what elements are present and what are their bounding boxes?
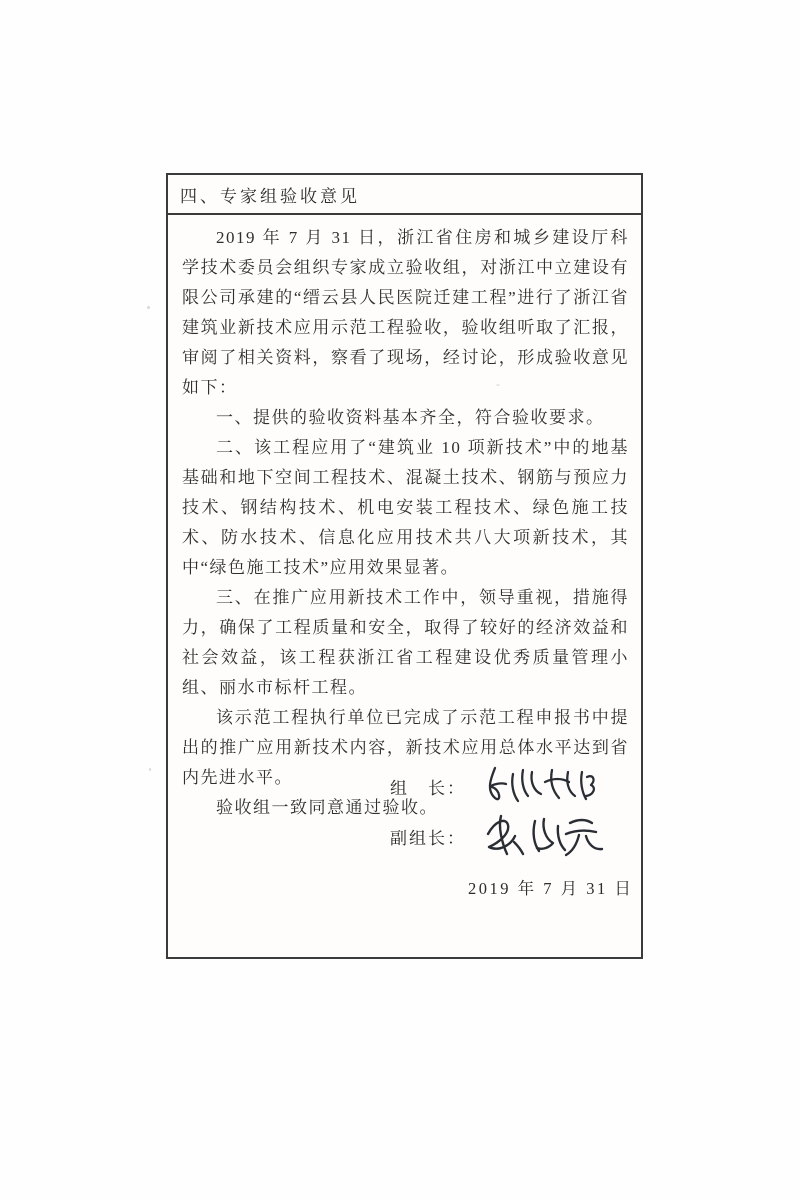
signature-row-leader xyxy=(390,763,606,809)
leader-signature-handwriting xyxy=(480,765,598,807)
opinion-paragraph: 二、该工程应用了“建筑业 10 项新技术”中的地基基础和地下空间工程技术、混凝土技术、钢筋与预应力技术、钢结构技术、机电安装工程技术、绿色施工技术、防水技术、信息化应用技术共八大项新技术，其中“绿色施工技术”应用效果显著。 xyxy=(182,438,629,577)
section-title: 四、专家组验收意见 xyxy=(180,186,360,206)
signature-role-label: 组 长： xyxy=(390,778,466,798)
signature-row-deputy xyxy=(390,813,606,859)
scan-speckle xyxy=(147,306,150,309)
scan-speckle xyxy=(496,384,500,386)
opinion-paragraphs xyxy=(168,215,641,823)
signature-block xyxy=(390,763,606,859)
opinion-paragraph: 该示范工程执行单位已完成了示范工程申报书中提出的推广应用新技术内容，新技术应用总体水平达到省内先进水平。 xyxy=(182,708,629,787)
acceptance-opinion-table xyxy=(166,173,643,959)
signature-role-label: 副组长： xyxy=(390,828,466,848)
scan-speckle xyxy=(149,768,151,771)
deputy-leader-signature-handwriting xyxy=(480,812,606,860)
section-header-row xyxy=(168,175,641,215)
opinion-paragraph: 一、提供的验收资料基本齐全，符合验收要求。 xyxy=(216,408,605,427)
acceptance-date: 2019 年 7 月 31 日 xyxy=(468,879,634,898)
opinion-paragraph: 验收组一致同意通过验收。 xyxy=(216,798,438,817)
opinion-paragraph: 2019 年 7 月 31 日，浙江省住房和城乡建设厅科学技术委员会组织专家成立验收组，对浙江中立建设有限公司承建的“缙云县人民医院迁建工程”进行了浙江省建筑业新技术应用示范工程验收，验收组听取了汇报，审阅了相关资料，察看了现场，经讨论，形成验收意见如下： xyxy=(182,228,629,397)
opinion-paragraph: 三、在推广应用新技术工作中，领导重视，措施得力，确保了工程质量和安全，取得了较好的经济效益和社会效益，该工程获浙江省工程建设优秀质量管理小组、丽水市标杆工程。 xyxy=(182,588,629,697)
